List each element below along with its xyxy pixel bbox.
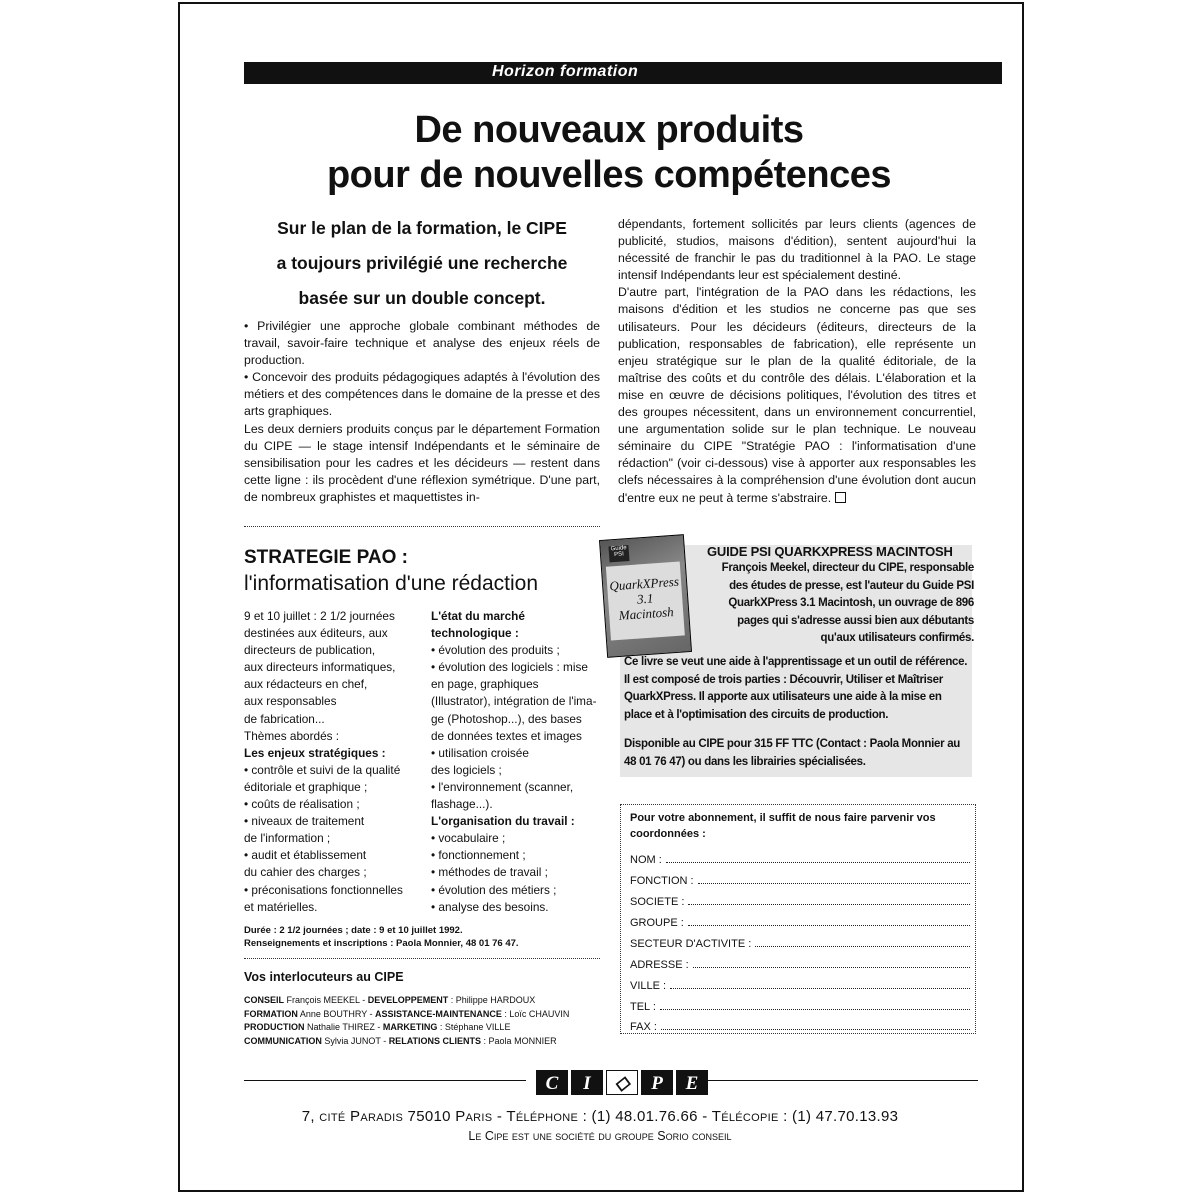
footer-rule-left	[244, 1080, 526, 1081]
article-paragraph: dépendants, fortement sollicités par leurs clients (agences de publicité, studios, maisons d'édition), sentent aujourd'hui la nécessité de franchir le pas du traditionnel à la PAO. Le stage intensif Indépendants leur est spécialement destiné.	[618, 217, 976, 283]
end-of-article-mark	[835, 492, 846, 503]
seminar-line: destinées aux éditeurs, aux	[244, 626, 388, 641]
article-paragraph-text: D'autre part, l'intégration de la PAO dans les rédactions, les maisons d'édition et les studios ne concerne pas que ses utilisateurs. Pour les décideurs (éditeurs, directeurs de la publication, responsables de fabrication), elle représente un enjeu stratégique sur le plan de la qualité éditoriale, de la maîtrise des coûts et du contrôle des délais. L'élaboration et la mise en œuvre de décisions politiques, l'évolution des titres et des groupes nécessitent, dans un environnement concurrentiel, une argumentation solide sur le plan technique. Le nouveau séminaire du CIPE "Stratégie PAO : l'informatisation d'une rédaction" (voir ci-dessous) vise à apporter aux responsables les clefs nécessaires à la compréhension d'une évolution dont aucun d'entre eux ne peut à terme s'abstraire.	[618, 285, 976, 505]
guide-text: Ce livre se veut une aide à l'apprentissage et un outil de référence. Il est composé de trois parties : Découvrir, Utiliser et Maîtriser QuarkXPress. Il apporte aux utilisateurs une aide à la mise en place et à l'optimisation des circuits de production.	[624, 656, 968, 721]
guide-paragraph	[624, 736, 972, 771]
seminar-line: • évolution des logiciels : mise	[431, 660, 588, 675]
form-field-ville[interactable]	[630, 976, 970, 992]
seminar-line: et matérielles.	[244, 899, 318, 914]
contact-role: FORMATION	[244, 1008, 298, 1019]
seminar-subtitle: l'informatisation d'une rédaction	[244, 572, 539, 595]
section-banner	[244, 62, 1002, 84]
seminar-line: aux rédacteurs en chef,	[244, 677, 368, 692]
contacts-row: PRODUCTION Nathalie THIREZ - MARKETING : Stéphane VILLE	[244, 1022, 511, 1032]
seminar-line: aux directeurs informatiques,	[244, 660, 396, 675]
contact-person: Philippe HARDOUX	[455, 995, 536, 1005]
seminar-line: (Illustrator), intégration de l'ima-	[431, 694, 597, 709]
field-line[interactable]	[698, 883, 970, 884]
seminar-line: • niveaux de traitement	[244, 814, 365, 829]
form-field-fonction[interactable]	[630, 871, 970, 887]
form-field-societe[interactable]	[630, 892, 970, 908]
seminar-line: des logiciels ;	[431, 762, 502, 777]
seminar-column-left	[244, 608, 424, 916]
article-paragraph	[618, 284, 976, 506]
seminar-line: de données textes et images	[431, 728, 582, 743]
section-divider	[244, 526, 600, 527]
contact-person: Paola MONNIER	[488, 1035, 557, 1046]
book-cover-line-1: QuarkXPress 3.1	[608, 573, 680, 607]
logo-diamond-icon: ◇	[606, 1070, 638, 1095]
contact-role: RELATIONS CLIENTS	[388, 1035, 482, 1046]
contacts-row: FORMATION Anne BOUTHRY - ASSISTANCE-MAINTENANCE : Loïc CHAUVIN	[244, 1008, 570, 1019]
field-line[interactable]	[755, 946, 970, 947]
seminar-line: • contrôle et suivi de la qualité	[244, 762, 401, 777]
lead-line-3: basée sur un double concept.	[298, 288, 546, 308]
seminar-line: en page, graphiques	[431, 677, 539, 692]
seminar-line: 9 et 10 juillet : 2 1/2 journées	[244, 609, 395, 623]
seminar-duration: Durée : 2 1/2 journées ; date : 9 et 10 juillet 1992.	[244, 925, 463, 936]
field-label: ADRESSE :	[630, 959, 689, 971]
lead-line-1: Sur le plan de la formation, le CIPE	[277, 218, 567, 238]
lead-paragraph	[244, 211, 600, 316]
contact-person: Nathalie THIREZ	[307, 1022, 375, 1032]
article-paragraph: • Concevoir des produits pédagogiques adaptés à l'évolution des métiers et des compétences dans le domaine de la presse et des arts graphiques.	[244, 370, 600, 419]
field-label: FONCTION :	[630, 875, 694, 887]
contacts-list	[244, 994, 604, 1048]
field-line[interactable]	[688, 904, 970, 905]
seminar-line: • vocabulaire ;	[431, 831, 506, 846]
headline-line-2: pour de nouvelles compétences	[326, 154, 892, 196]
subscription-intro: Pour votre abonnement, il suffit de nous faire parvenir vos coordonnées :	[630, 812, 936, 840]
seminar-heading: L'organisation du travail :	[431, 814, 575, 829]
logo-letter: C	[536, 1070, 568, 1095]
article-column-right	[618, 216, 976, 507]
field-line[interactable]	[693, 967, 970, 968]
footer-group: Le Cipe est une société du groupe Sorio conseil	[468, 1129, 732, 1143]
guide-text: François Meekel, directeur du CIPE, responsable des études de presse, est l'auteur du Guide PSI QuarkXPress 3.1 Macintosh, un ouvrage de 896 pages qui s'adresse aussi bien aux débutants qu'aux utilisateurs confirmés.	[721, 562, 974, 644]
section-divider	[244, 958, 600, 959]
contact-role: COMMUNICATION	[244, 1035, 322, 1046]
seminar-line: flashage...).	[431, 797, 493, 812]
field-line[interactable]	[666, 862, 970, 863]
book-cover-title	[606, 562, 685, 641]
article-paragraph: • Privilégier une approche globale combinant méthodes de travail, savoir-faire technique et analyse des enjeux réels de production.	[244, 319, 600, 368]
seminar-line: • coûts de réalisation ;	[244, 797, 360, 812]
field-label: SECTEUR D'ACTIVITE :	[630, 938, 752, 950]
seminar-line: • évolution des produits ;	[431, 643, 560, 658]
form-field-groupe[interactable]	[630, 913, 970, 929]
seminar-line: • l'environnement (scanner,	[431, 779, 574, 794]
form-field-secteur[interactable]	[630, 934, 970, 950]
contact-role: MARKETING	[382, 1022, 438, 1032]
guide-paragraph	[708, 560, 974, 648]
headline	[244, 108, 974, 198]
form-field-fax[interactable]	[630, 1017, 970, 1033]
contact-person: François MEEKEL	[286, 995, 360, 1005]
logo-letter: E	[676, 1070, 708, 1095]
contact-role: DEVELOPPEMENT	[367, 995, 449, 1005]
footer-rule-right	[692, 1080, 978, 1081]
field-label: VILLE :	[630, 980, 667, 992]
seminar-line: de l'information ;	[244, 831, 331, 846]
seminar-line: du cahier des charges ;	[244, 865, 367, 880]
headline-line-1: De nouveaux produits	[414, 109, 804, 151]
seminar-title: STRATEGIE PAO :	[244, 547, 408, 568]
contact-role: ASSISTANCE-MAINTENANCE	[375, 1008, 502, 1019]
logo-letter: I	[571, 1070, 603, 1095]
seminar-practical-info	[244, 924, 604, 950]
book-cover-image	[599, 534, 692, 658]
contacts-title: Vos interlocuteurs au CIPE	[244, 970, 404, 984]
guide-title: GUIDE PSI QUARKXPRESS MACINTOSH	[707, 544, 953, 559]
contact-person: Stéphane VILLE	[444, 1022, 511, 1032]
field-line[interactable]	[660, 1009, 970, 1010]
field-label: GROUPE :	[630, 917, 684, 929]
article-column-left	[244, 318, 600, 506]
contacts-row: COMMUNICATION Sylvia JUNOT - RELATIONS CLIENTS : Paola MONNIER	[244, 1035, 557, 1046]
field-label: FAX :	[630, 1021, 657, 1033]
field-line[interactable]	[661, 1029, 970, 1030]
seminar-line: ge (Photoshop...), des bases	[431, 711, 582, 726]
article-paragraph: Les deux derniers produits conçus par le département Formation du CIPE — le stage intensif Indépendants et le séminaire de sensibilisation pour les cadres et les décideurs — restent dans cette ligne : ils procèdent d'une réflexion symétrique. D'une part, de nombreux graphistes et maquettistes in-	[244, 421, 600, 504]
seminar-line: • audit et établissement	[244, 848, 367, 863]
seminar-line: • préconisations fonctionnelles	[244, 882, 403, 897]
banner-label: Horizon formation	[492, 63, 639, 80]
contact-person: Anne BOUTHRY	[299, 1008, 368, 1019]
cipe-logo	[536, 1070, 708, 1095]
guide-text: Disponible au CIPE pour 315 FF TTC (Contact : Paola Monnier au 48 01 76 47) ou dans les librairies spécialisées.	[624, 738, 961, 768]
seminar-registration: Renseignements et inscriptions : Paola Monnier, 48 01 76 47.	[244, 938, 519, 949]
field-label: NOM :	[630, 854, 662, 866]
seminar-line: Thèmes abordés :	[244, 728, 340, 743]
book-cover-line-2: Macintosh	[618, 604, 675, 623]
seminar-line: • analyse des besoins.	[431, 899, 549, 914]
contact-role: CONSEIL	[244, 995, 285, 1005]
contacts-row: CONSEIL François MEEKEL - DEVELOPPEMENT : Philippe HARDOUX	[244, 995, 536, 1005]
field-label: SOCIETE :	[630, 896, 685, 908]
seminar-heading: L'état du marché	[431, 609, 525, 623]
form-field-tel[interactable]	[630, 997, 970, 1013]
seminar-line: • évolution des métiers ;	[431, 882, 557, 897]
seminar-line: aux responsables	[244, 694, 337, 709]
seminar-line: • méthodes de travail ;	[431, 865, 548, 880]
field-line[interactable]	[670, 988, 970, 989]
seminar-line: • fonctionnement ;	[431, 848, 526, 863]
contact-person: Sylvia JUNOT	[324, 1035, 381, 1046]
seminar-line: éditoriale et graphique ;	[244, 779, 368, 794]
contact-role: PRODUCTION	[244, 1022, 305, 1032]
logo-letter: P	[641, 1070, 673, 1095]
contact-person: Loïc CHAUVIN	[509, 1008, 570, 1019]
guide-paragraph	[624, 654, 972, 724]
seminar-column-right	[431, 608, 601, 916]
seminar-heading: technologique :	[431, 626, 519, 641]
field-line[interactable]	[688, 925, 970, 926]
book-series-label: Guide PSI	[608, 545, 629, 562]
seminar-line: • utilisation croisée	[431, 745, 529, 760]
field-label: TEL :	[630, 1001, 656, 1013]
seminar-heading: Les enjeux stratégiques :	[244, 745, 386, 760]
form-field-adresse[interactable]	[630, 955, 970, 971]
form-field-nom[interactable]	[630, 850, 970, 866]
seminar-line: directeurs de publication,	[244, 643, 376, 658]
footer-address: 7, cité Paradis 75010 Paris - Téléphone : (1) 48.01.76.66 - Télécopie : (1) 47.70.13.93	[301, 1108, 899, 1125]
seminar-line: de fabrication...	[244, 711, 325, 726]
lead-line-2: a toujours privilégié une recherche	[276, 253, 568, 273]
